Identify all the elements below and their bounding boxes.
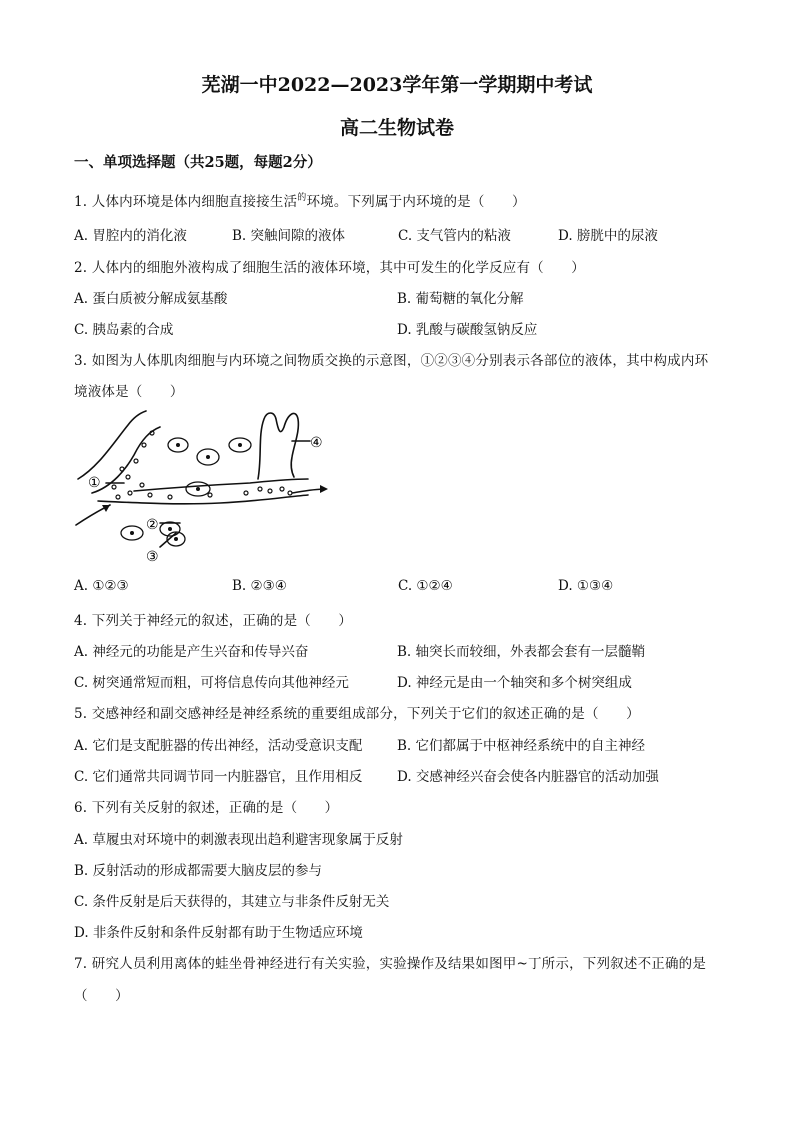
q4-option-a: A. 神经元的功能是产生兴奋和传导兴奋 — [74, 644, 309, 660]
capillary-main-bottom — [98, 495, 308, 504]
q4-option-c: C. 树突通常短而粗，可将信息传向其他神经元 — [74, 675, 349, 691]
q3-option-b: B. ②③④ — [232, 578, 287, 594]
diagram-label-1: ① — [88, 475, 101, 491]
question-1-stem — [74, 190, 526, 210]
q2-option-c: C. 胰岛素的合成 — [74, 322, 174, 338]
q2-option-b: B. 葡萄糖的氧化分解 — [397, 291, 524, 307]
exam-subtitle: 高二生物试卷 — [339, 117, 454, 139]
q5-option-a: A. 它们是支配脏器的传出神经，活动受意识支配 — [74, 738, 363, 754]
question-2-stem: 2. 人体内的细胞外液构成了细胞生活的液体环境，其中可发生的化学反应有（ ） — [74, 260, 585, 276]
q6-option-d: D. 非条件反射和条件反射都有助于生物适应环境 — [74, 925, 363, 941]
q1-option-d: D. 膀胱中的尿液 — [558, 228, 658, 244]
q1-stem-superscript: 的 — [297, 193, 307, 203]
q2-option-a: A. 蛋白质被分解成氨基酸 — [74, 291, 228, 307]
q1-option-c: C. 支气管内的粘液 — [398, 228, 511, 244]
diagram-label-2: ② — [146, 517, 159, 533]
q4-option-b: B. 轴突长而较细，外表都会套有一层髓鞘 — [397, 644, 646, 660]
question-5-stem: 5. 交感神经和副交感神经是神经系统的重要组成部分，下列关于它们的叙述正确的是（ ） — [74, 706, 640, 722]
q5-option-d: D. 交感神经兴奋会使各内脏器官的活动加强 — [397, 769, 659, 785]
q1-stem-part-a: 1. 人体内环境是体内细胞直接接生活 — [74, 194, 298, 210]
q4-option-d: D. 神经元是由一个轴突和多个树突组成 — [397, 675, 632, 691]
q1-stem-part-b: 环境。下列属于内环境的是（ ） — [306, 194, 526, 210]
q5-option-c: C. 它们通常共同调节同一内脏器官，且作用相反 — [74, 769, 363, 785]
q3-option-d: D. ①③④ — [558, 578, 614, 594]
question-7-stem-line1: 7. 研究人员利用离体的蛙坐骨神经进行有关实验，实验操作及结果如图甲~丁所示，下列叙述不正确的是 — [74, 956, 707, 972]
section-heading: 一、单项选择题（共25题，每题2分） — [74, 154, 322, 171]
q1-option-a: A. 胃腔内的消化液 — [74, 228, 187, 244]
capillary-upper-wall — [78, 411, 146, 479]
q2-option-d: D. 乳酸与碳酸氢钠反应 — [397, 322, 538, 338]
question-6-stem: 6. 下列有关反射的叙述，正确的是（ ） — [74, 800, 339, 816]
lymph-capillary — [258, 413, 298, 479]
question-3-stem-line2: 境液体是（ ） — [74, 384, 184, 400]
question-7-stem-line2: （ ） — [74, 988, 129, 1004]
arrowhead-right — [320, 485, 328, 493]
question-4-stem: 4. 下列关于神经元的叙述，正确的是（ ） — [74, 613, 353, 629]
q6-option-b: B. 反射活动的形成都需要大脑皮层的参与 — [74, 863, 323, 879]
diagram-label-4: ④ — [310, 435, 323, 451]
capillary-lower-wall — [92, 427, 160, 493]
q1-option-b: B. 突触间隙的液体 — [232, 228, 346, 244]
q5-option-b: B. 它们都属于中枢神经系统中的自主神经 — [397, 738, 646, 754]
q6-option-a: A. 草履虫对环境中的刺激表现出趋利避害现象属于反射 — [74, 832, 403, 848]
q6-option-c: C. 条件反射是后天获得的，其建立与非条件反射无关 — [74, 894, 390, 910]
q3-option-c: C. ①②④ — [398, 578, 453, 594]
exam-title: 芜湖一中2022—2023学年第一学期期中考试 — [201, 74, 593, 96]
capillary-main-top — [134, 479, 308, 491]
question-3-stem-line1: 3. 如图为人体肌肉细胞与内环境之间物质交换的示意图，①②③④分别表示各部位的液体，其中构成内环 — [74, 353, 709, 369]
tissue-exchange-diagram — [70, 405, 340, 570]
q3-option-a: A. ①②③ — [74, 578, 129, 594]
diagram-label-3: ③ — [146, 549, 159, 565]
